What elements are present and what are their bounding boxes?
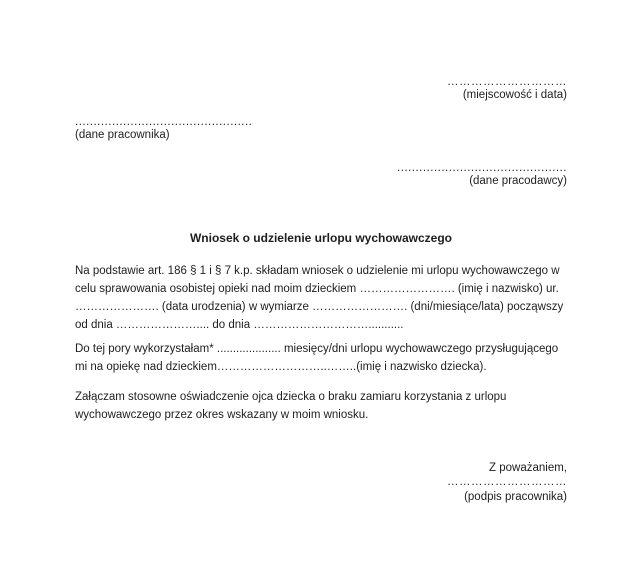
paragraph-line: Do tej pory wykorzystałam* .................... miesięcy/dni urlopu wychowawczego przysługującego (75, 343, 559, 355)
paragraph-line: …………………. (data urodzenia) w wymiarze ……………………. (dni/miesiące/lata) począwszy (75, 301, 564, 313)
paragraph-line: od dnia ………………….... do dnia …………………………........... (75, 319, 404, 331)
signature-closing: Z poważaniem, (489, 462, 567, 474)
paragraph-line: Załączam stosowne oświadczenie ojca dziecka o braku zamiaru korzystania z urlopu (75, 391, 507, 403)
document-content (75, 76, 567, 505)
paragraph-line: Na podstawie art. 186 § 1 i § 7 k.p. składam wniosek o udzielenie mi urlopu wychowawczego w (75, 265, 560, 277)
place-date-label: (miejscowość i data) (462, 89, 567, 101)
signature-label: (podpis pracownika) (464, 491, 567, 503)
place-date-block (75, 76, 567, 102)
employee-dotted-line: ................................................ (75, 116, 253, 128)
employee-label: (dane pracownika) (75, 129, 170, 141)
employer-label: (dane pracodawcy) (469, 175, 567, 187)
paragraph-line: mi na opiekę nad dzieckiem………………………..……..(imię i nazwisko dziecka). (75, 361, 487, 373)
paragraph-leave-used (75, 340, 567, 376)
employee-data-block (75, 116, 567, 142)
paragraph-line: celu sprawowania osobistej opieki nad moim dzieckiem ……………………. (imię i nazwisko) ur. (75, 283, 559, 295)
document-title: Wniosek o udzielenie urlopu wychowawczego (189, 231, 453, 245)
place-date-dotted-line: ………………………… (447, 76, 567, 88)
employer-data-block (75, 162, 567, 188)
employer-dotted-line: .............................................. (397, 162, 567, 174)
signature-dotted-line: ………………………… (447, 476, 567, 488)
signature-block (75, 460, 567, 505)
paragraph-attachment (75, 388, 567, 424)
paragraph-line: wychowawczego przez okres wskazany w moim wniosku. (75, 409, 369, 421)
paragraph-legal-basis (75, 262, 567, 334)
